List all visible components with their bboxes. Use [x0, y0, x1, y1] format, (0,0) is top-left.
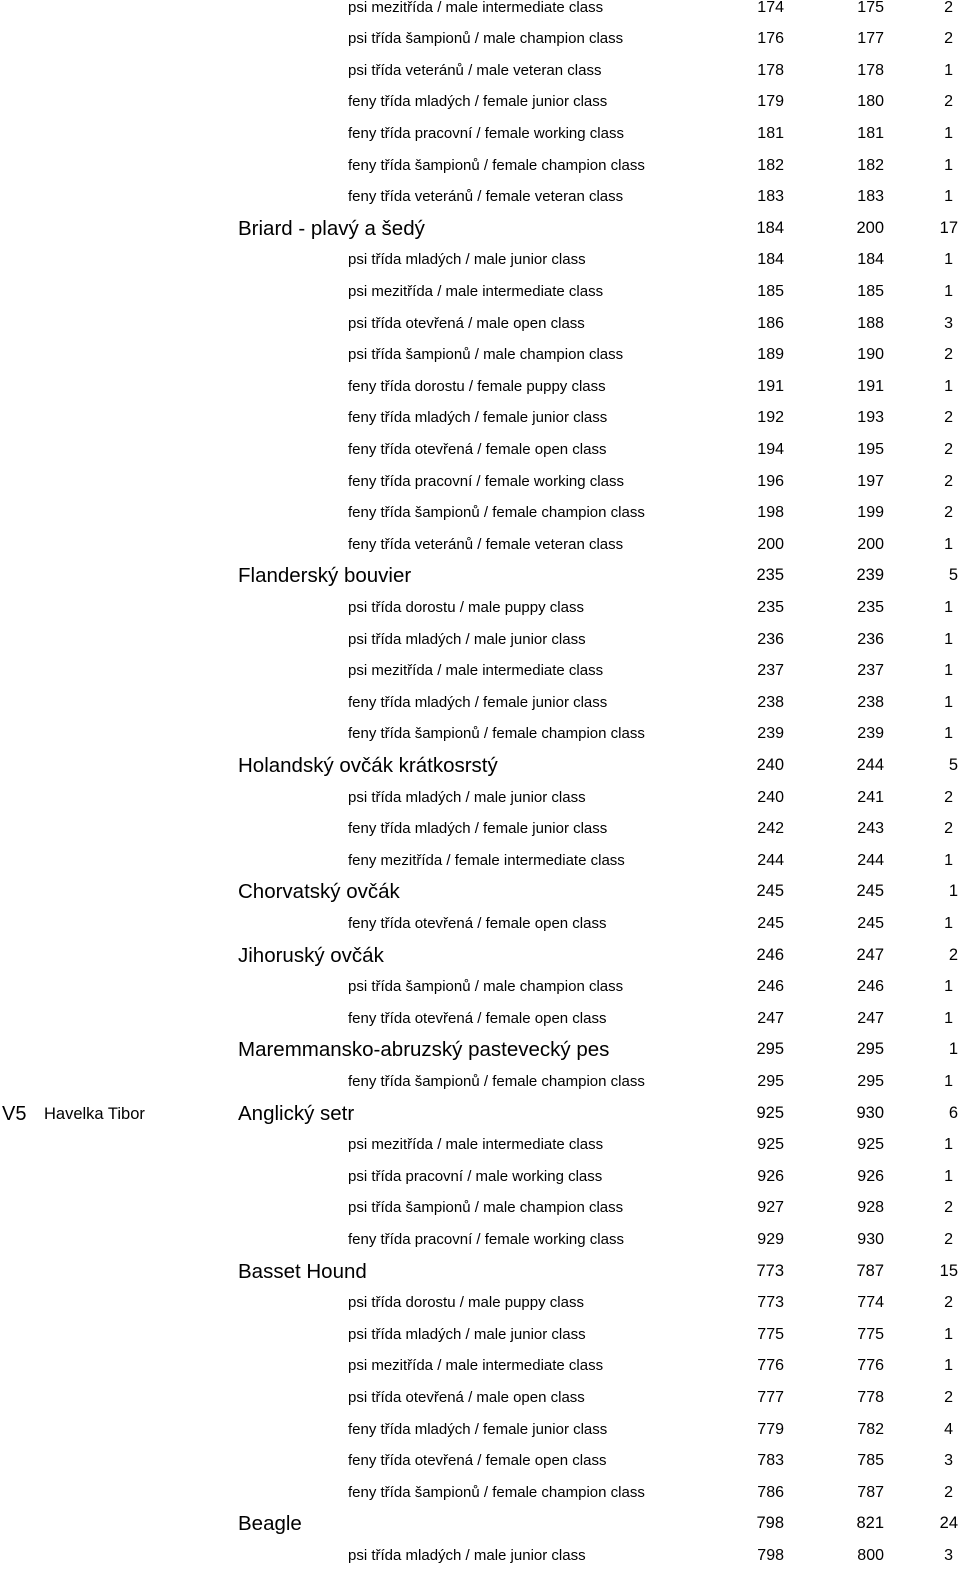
catalog-to: 244 [857, 851, 884, 869]
class-name: feny třída šampionů / female champion class [348, 1073, 645, 1090]
breed-name: Briard - plavý a šedý [238, 216, 425, 240]
class-row [0, 718, 960, 750]
catalog-to: 197 [857, 472, 884, 490]
class-name: feny třída mladých / female junior class [348, 93, 608, 111]
entry-count: 2 [948, 945, 958, 964]
catalog-from: 773 [756, 1261, 784, 1280]
class-row [0, 1161, 960, 1193]
catalog-to: 785 [857, 1452, 884, 1470]
catalog-to: 787 [857, 1483, 884, 1501]
class-name: feny třída mladých / female junior class [348, 820, 608, 838]
entry-count: 1 [944, 251, 953, 269]
class-name: feny třída mladých / female junior class [348, 1420, 608, 1438]
class-name: feny třída šampionů / female champion class [348, 1483, 645, 1501]
class-row [0, 908, 960, 940]
catalog-from: 237 [757, 662, 784, 680]
entry-count: 1 [944, 915, 953, 932]
entry-count: 3 [944, 314, 953, 332]
class-name: feny třída otevřená / female open class [348, 1452, 607, 1470]
class-name: psi třída mladých / male junior class [348, 788, 586, 806]
catalog-to: 182 [857, 156, 884, 174]
catalog-from: 239 [757, 725, 784, 743]
catalog-from: 244 [757, 851, 784, 869]
catalog-from: 176 [757, 30, 784, 48]
class-row [0, 150, 960, 182]
catalog-from: 196 [757, 472, 784, 490]
class-row [0, 813, 960, 845]
catalog-to: 928 [857, 1199, 884, 1217]
catalog-to: 247 [856, 945, 884, 964]
catalog-from: 929 [757, 1231, 784, 1248]
entry-count: 1 [944, 725, 953, 743]
catalog-to: 930 [856, 1103, 884, 1122]
catalog-to: 774 [857, 1294, 884, 1312]
breed-row [0, 940, 960, 972]
class-name: psi třída dorostu / male puppy class [348, 599, 584, 616]
catalog-to: 245 [857, 915, 884, 932]
class-name: feny třída mladých / female junior class [348, 409, 608, 427]
catalog-to: 776 [857, 1357, 884, 1375]
class-name: feny třída otevřená / female open class [348, 441, 607, 458]
catalog-from: 189 [757, 346, 784, 364]
catalog-from: 246 [756, 945, 784, 964]
class-row [0, 1287, 960, 1319]
entry-count: 6 [948, 1103, 958, 1122]
entry-count: 1 [944, 1167, 953, 1185]
class-row [0, 1350, 960, 1382]
catalog-to: 295 [856, 1040, 884, 1059]
class-name: feny třída veteránů / female veteran class [348, 188, 624, 206]
entry-count: 1 [944, 599, 953, 616]
class-row [0, 1192, 960, 1224]
class-name: psi třída veteránů / male veteran class [348, 61, 602, 79]
class-name: psi mezitřída / male intermediate class [348, 662, 604, 680]
catalog-to: 180 [857, 93, 884, 111]
entry-count: 2 [944, 93, 953, 111]
class-name: psi třída šampionů / male champion class [348, 1199, 624, 1217]
catalog-to: 239 [857, 725, 884, 743]
class-name: feny třída dorostu / female puppy class [348, 377, 606, 395]
class-row [0, 1445, 960, 1477]
catalog-from: 775 [757, 1325, 784, 1343]
class-row [0, 244, 960, 276]
catalog-from: 179 [757, 93, 784, 111]
breed-name: Flanderský bouvier [238, 564, 412, 588]
catalog-to: 236 [857, 630, 884, 648]
catalog-from: 925 [756, 1103, 784, 1122]
class-row [0, 23, 960, 55]
catalog-from: 191 [757, 377, 784, 395]
class-row [0, 55, 960, 87]
catalog-from: 186 [757, 314, 784, 332]
catalog-from: 295 [757, 1073, 784, 1090]
catalog-to: 177 [857, 30, 884, 48]
catalog-from: 246 [757, 978, 784, 996]
catalog-from: 240 [756, 756, 784, 774]
class-row [0, 655, 960, 687]
entry-count: 1 [944, 978, 953, 996]
entry-count: 4 [944, 1420, 953, 1438]
class-row [0, 276, 960, 308]
entry-count: 1 [944, 662, 953, 680]
class-row [0, 466, 960, 498]
catalog-from: 773 [757, 1294, 784, 1312]
class-name: feny třída šampionů / female champion class [348, 725, 645, 743]
entry-count: 1 [944, 61, 953, 79]
breed-name: Basset Hound [238, 1259, 367, 1283]
catalog-to: 247 [857, 1009, 884, 1027]
class-row [0, 1319, 960, 1351]
entry-count: 1 [944, 1073, 953, 1090]
catalog-to: 200 [856, 218, 884, 237]
catalog-to: 295 [857, 1073, 884, 1090]
entry-count: 3 [944, 1547, 953, 1564]
class-name: psi třída mladých / male junior class [348, 251, 586, 269]
entry-count: 3 [944, 1452, 953, 1470]
entry-count: 2 [944, 820, 953, 838]
entry-count: 1 [944, 1325, 953, 1343]
catalog-from: 247 [757, 1009, 784, 1027]
catalog-to: 200 [857, 535, 884, 553]
catalog-from: 184 [757, 251, 784, 269]
class-name: psi třída šampionů / male champion class [348, 30, 624, 48]
entry-count: 2 [944, 1389, 953, 1406]
catalog-from: 235 [757, 599, 784, 616]
catalog-from: 236 [757, 630, 784, 648]
class-name: feny mezitřída / female intermediate class [348, 851, 625, 869]
class-row [0, 845, 960, 877]
entry-count: 2 [944, 441, 953, 458]
class-row [0, 624, 960, 656]
catalog-to: 235 [857, 599, 884, 616]
entry-count: 1 [944, 156, 953, 174]
catalog-to: 190 [857, 346, 884, 364]
catalog-from: 776 [757, 1357, 784, 1375]
catalog-to: 925 [857, 1136, 884, 1154]
class-row [0, 181, 960, 213]
catalog-from: 926 [757, 1167, 784, 1185]
catalog-to: 775 [857, 1325, 884, 1343]
breed-row [0, 560, 960, 592]
class-name: psi třída pracovní / male working class [348, 1167, 603, 1185]
class-name: feny třída šampionů / female champion class [348, 504, 645, 522]
catalog-to: 183 [857, 188, 884, 206]
catalog-from: 185 [757, 283, 784, 300]
class-name: psi třída mladých / male junior class [348, 1547, 586, 1564]
class-name: feny třída pracovní / female working class [348, 472, 624, 490]
entry-count: 1 [944, 188, 953, 206]
entry-count: 2 [944, 0, 953, 16]
entry-count: 2 [944, 472, 953, 490]
entry-count: 1 [944, 377, 953, 395]
class-name: psi mezitřída / male intermediate class [348, 283, 604, 300]
catalog-from: 182 [757, 156, 784, 174]
class-row [0, 1066, 960, 1098]
entry-count: 1 [944, 535, 953, 553]
catalog-from: 184 [756, 218, 784, 237]
entry-count: 1 [944, 851, 953, 869]
catalog-from: 240 [757, 788, 784, 806]
breed-row [0, 1034, 960, 1066]
class-row [0, 339, 960, 371]
class-name: psi třída otevřená / male open class [348, 314, 585, 332]
catalog-to: 199 [857, 504, 884, 522]
catalog-from: 786 [757, 1483, 784, 1501]
catalog-from: 181 [757, 125, 784, 142]
class-row [0, 529, 960, 561]
catalog-from: 235 [756, 566, 784, 585]
catalog-from: 198 [757, 504, 784, 522]
entry-count: 2 [944, 409, 953, 427]
catalog-from: 245 [757, 915, 784, 932]
catalog-to: 193 [857, 409, 884, 427]
entry-count: 24 [939, 1514, 958, 1533]
class-name: feny třída pracovní / female working class [348, 1231, 624, 1248]
breed-name: Beagle [238, 1512, 302, 1536]
class-row [0, 371, 960, 403]
catalog-to: 184 [857, 251, 884, 269]
entry-count: 2 [944, 346, 953, 364]
class-row [0, 434, 960, 466]
catalog-to: 782 [857, 1420, 884, 1438]
catalog-to: 800 [857, 1547, 884, 1564]
class-row [0, 1414, 960, 1446]
catalog-to: 237 [857, 662, 884, 680]
class-row [0, 1540, 960, 1572]
class-row [0, 1382, 960, 1414]
class-row [0, 308, 960, 340]
catalog-from: 783 [757, 1452, 784, 1470]
breed-row [0, 876, 960, 908]
catalog-to: 244 [856, 756, 884, 774]
judge-name: Havelka Tibor [44, 1105, 145, 1123]
breed-row [0, 750, 960, 782]
catalog-to: 930 [857, 1231, 884, 1248]
catalog-from: 178 [757, 61, 784, 79]
entry-count: 15 [939, 1261, 958, 1280]
catalog-from: 242 [757, 820, 784, 838]
catalog-from: 925 [757, 1136, 784, 1154]
class-name: psi třída šampionů / male champion class [348, 978, 624, 996]
catalog-from: 777 [757, 1389, 784, 1406]
breed-row [0, 1098, 960, 1130]
entry-count: 2 [944, 788, 953, 806]
catalog-to: 191 [857, 377, 884, 395]
class-row [0, 592, 960, 624]
class-row [0, 497, 960, 529]
catalog-from: 798 [757, 1547, 784, 1564]
catalog-to: 195 [857, 441, 884, 458]
entry-count: 1 [944, 1136, 953, 1154]
catalog-to: 181 [857, 125, 884, 142]
breed-row [0, 1256, 960, 1288]
entry-count: 17 [939, 218, 958, 237]
class-name: psi třída dorostu / male puppy class [348, 1294, 584, 1312]
class-row [0, 118, 960, 150]
class-name: psi třída mladých / male junior class [348, 630, 586, 648]
catalog-from: 798 [756, 1514, 784, 1533]
breed-name: Holandský ovčák krátkosrstý [238, 754, 498, 777]
catalog-from: 200 [757, 535, 784, 553]
catalog-to: 243 [857, 820, 884, 838]
entry-count: 1 [944, 1009, 953, 1027]
entry-count: 1 [948, 882, 958, 901]
breed-name: Anglický setr [238, 1101, 355, 1125]
catalog-from: 194 [757, 441, 784, 458]
breed-row [0, 1508, 960, 1540]
judge-code: V5 [2, 1103, 27, 1125]
entry-count: 5 [948, 566, 958, 585]
entry-count: 2 [944, 1483, 953, 1501]
catalog-from: 174 [757, 0, 784, 16]
class-name: psi třída mladých / male junior class [348, 1325, 586, 1343]
catalog-to: 246 [857, 978, 884, 996]
class-name: psi mezitřída / male intermediate class [348, 0, 604, 16]
catalog-to: 185 [857, 283, 884, 300]
class-row [0, 0, 960, 23]
catalog-from: 295 [756, 1040, 784, 1059]
entry-count: 2 [944, 30, 953, 48]
entry-count: 2 [944, 1294, 953, 1312]
catalog-from: 927 [757, 1199, 784, 1217]
catalog-from: 238 [757, 693, 784, 711]
catalog-to: 241 [857, 788, 884, 806]
class-name: feny třída veteránů / female veteran class [348, 535, 624, 553]
class-row [0, 402, 960, 434]
catalog-to: 778 [857, 1389, 884, 1406]
breed-name: Jihoruský ovčák [238, 943, 384, 967]
catalog-to: 245 [856, 882, 884, 901]
catalog-to: 821 [856, 1514, 884, 1533]
breed-name: Chorvatský ovčák [238, 880, 400, 904]
entry-count: 1 [944, 125, 953, 142]
catalog-from: 779 [757, 1420, 784, 1438]
catalog-to: 175 [857, 0, 884, 16]
class-row [0, 1129, 960, 1161]
class-name: psi mezitřída / male intermediate class [348, 1357, 604, 1375]
class-name: feny třída šampionů / female champion class [348, 156, 645, 174]
class-name: feny třída mladých / female junior class [348, 693, 608, 711]
class-name: feny třída otevřená / female open class [348, 915, 607, 932]
class-name: feny třída pracovní / female working class [348, 125, 624, 142]
entry-count: 1 [944, 1357, 953, 1375]
class-name: psi mezitřída / male intermediate class [348, 1136, 604, 1154]
catalog-to: 926 [857, 1167, 884, 1185]
catalog-from: 183 [757, 188, 784, 206]
class-row [0, 687, 960, 719]
catalog-from: 245 [756, 882, 784, 901]
entry-count: 2 [944, 1231, 953, 1248]
class-name: psi třída šampionů / male champion class [348, 346, 624, 364]
class-name: feny třída otevřená / female open class [348, 1009, 607, 1027]
catalog-to: 238 [857, 693, 884, 711]
catalog-from: 192 [757, 409, 784, 427]
breed-row [0, 213, 960, 245]
entry-count: 1 [944, 693, 953, 711]
entry-count: 1 [944, 630, 953, 648]
class-name: psi třída otevřená / male open class [348, 1389, 585, 1406]
catalog-to: 178 [857, 61, 884, 79]
class-row [0, 971, 960, 1003]
entry-count: 1 [944, 283, 953, 300]
class-row [0, 1003, 960, 1035]
catalog-to: 239 [856, 566, 884, 585]
entry-count: 1 [948, 1040, 958, 1059]
class-row [0, 86, 960, 118]
catalog-to: 188 [857, 314, 884, 332]
entry-count: 2 [944, 504, 953, 522]
class-row [0, 782, 960, 814]
breed-name: Maremmansko-abruzský pastevecký pes [238, 1038, 610, 1062]
entry-count: 2 [944, 1199, 953, 1217]
entry-count: 5 [948, 756, 958, 774]
catalog-to: 787 [856, 1261, 884, 1280]
class-row [0, 1477, 960, 1509]
class-row [0, 1224, 960, 1256]
